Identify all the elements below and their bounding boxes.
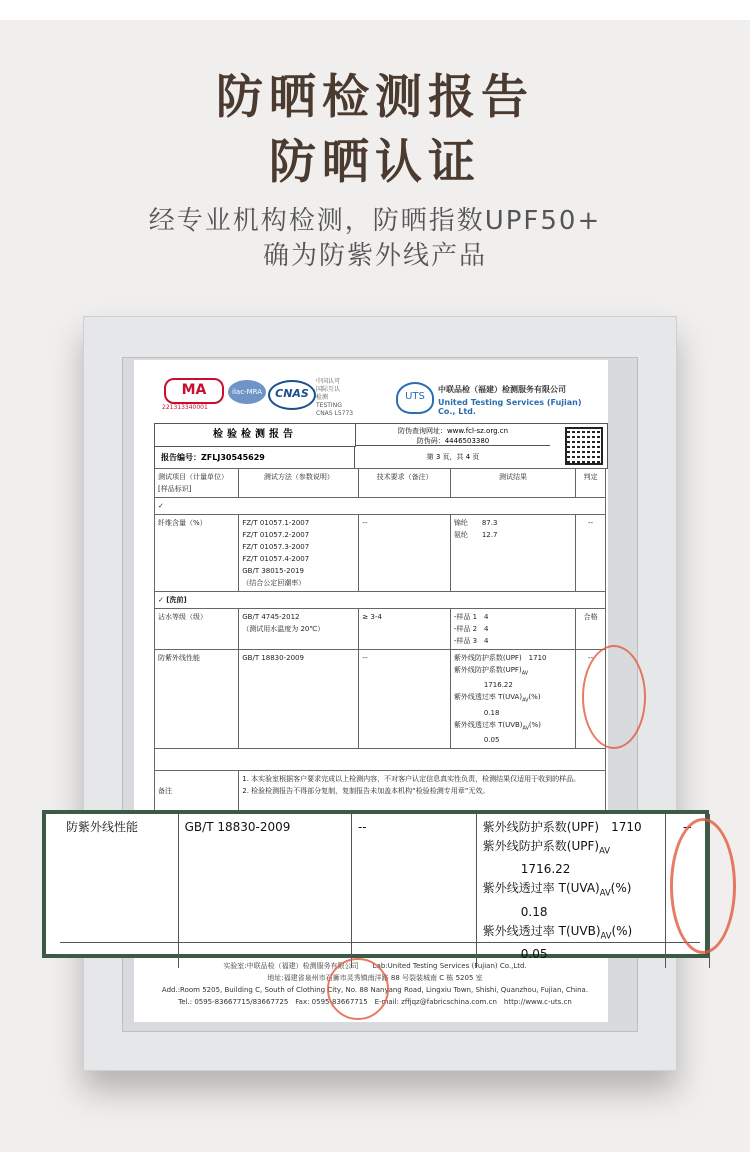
table-row: 备注 1. 本实验室根据客户要求完成以上检测内容，不对客户认定信息真实性负责，检测结果仅适用于收到的样品。 2. 检验检测报告不得部分复制，复制报告未加盖本机构“检验检测专用章”无效。 [155,771,606,811]
table-row: ✓ [155,498,606,515]
ilac-logo: ilac-MRA [228,380,266,404]
ma-logo: MA [164,378,224,404]
anti-fake-info: 防伪查询网址：www.fcl-sz.org.cn 防伪码：4446503380 [356,424,550,446]
col-header-method: 测试方法（参数说明） [239,469,359,498]
cnas-logo: CNAS [268,380,316,410]
headline-line1: 防晒检测报告 [216,70,534,125]
zoom-item: 防紫外线性能 [60,814,178,968]
report-title: 检验检测报告 [155,424,356,447]
zoom-results: 紫外线防护系数(UPF) 1710 紫外线防护系数$(UPF)_{AV}$ 1716.22 紫外线透过率 $T(UVA)_{AV}(\%)$ 0.18 紫外线透过率 $T(UVB)_{AV}(\%)$ 0.05 [476,814,665,968]
red-seal-stamp [582,645,646,749]
results-table [154,468,606,811]
subtitle-line1: 经专业机构检测，防晒指数UPF50+ [148,206,602,236]
report-footer: 实验室:中联品检（福建）检测服务有限公司 Lab:United Testing Services (Fujian) Co.,Ltd. 地址:福建省泉州市石狮市灵秀镇南洋路 88 号裂装城南 C 栋 5205 室 Add.:Room 5205, Building C, South of Clothing City, No. 88 Nanyang Road, Lingxiu Town, Shishi, Quanzhou, Fujian, China. Tel.: 0595-83667715/83667725 Fax: 0595-83667715 E-mail: zffjqz@fabricschina.com.cn http://www.c-uts.cn [161,962,589,1006]
table-row: 纤维含量（%） FZ/T 01057.1-2007 FZ/T 01057.2-2007 FZ/T 01057.3-2007 FZ/T 01057.4-2007 GB/T 38015-2019 （结合公定回潮率） -- 锦纶 87.3 氨纶 12.7 -- [155,515,606,592]
table-row: 防紫外线性能 GB/T 18830-2009 -- 紫外线防护系数(UPF) 1710 紫外线防护系数$(UPF)_{AV}$ 1716.22 紫外线透过率 $T(UVA)_{AV}(\%)$ 0.18 紫外线透过率 $T(UVB)_{AV}(\%)$ 0.05 -- [155,650,606,749]
zoomed-uv-row [42,810,709,962]
col-header-verdict: 判定 [576,469,606,498]
footer-red-seal [327,958,389,1020]
zoom-method: GB/T 18830-2009 [178,814,351,968]
zoom-req: -- [351,814,476,968]
report-header-box [154,423,608,469]
headline-line2: 防晒认证 [269,135,481,190]
top-strip [0,0,750,20]
table-row: 沾水等级（级） GB/T 4745-2012 （测试用水温度为 20℃） ≥ 3-4 -样品 1 4 -样品 2 4 -样品 3 4 合格 [155,609,606,650]
qr-code [565,427,603,465]
col-header-item: 测试项目（计量单位）[样品标识] [155,469,239,498]
uts-logo: UTS [396,382,434,414]
zoom-verdict: -- [665,814,709,968]
company-name-en: United Testing Services (Fujian) Co., Ltd. [438,398,582,416]
table-header-row [155,469,606,498]
table-row [155,749,606,771]
company-name-cn: 中联品检（福建）检测服务有限公司 [438,385,566,394]
col-header-result: 测试结果 [450,469,575,498]
cnas-info: 中国认可 国际互认 检测 TESTING CNAS L5773 [316,378,354,417]
col-header-req: 技术要求（备注） [359,469,450,498]
subtitle-line2: 确为防紫外线产品 [262,241,487,271]
zoom-red-stamp [670,818,736,954]
report-number: 报告编号：ZFLJ30545629 [155,447,355,468]
zoom-bottom-line [60,942,700,943]
page-number: 第 3 页，共 4 页 [426,453,480,461]
logo-row [156,378,596,418]
ma-number: 221313340001 [162,404,208,411]
table-row: ✓ [洗前] [155,592,606,609]
